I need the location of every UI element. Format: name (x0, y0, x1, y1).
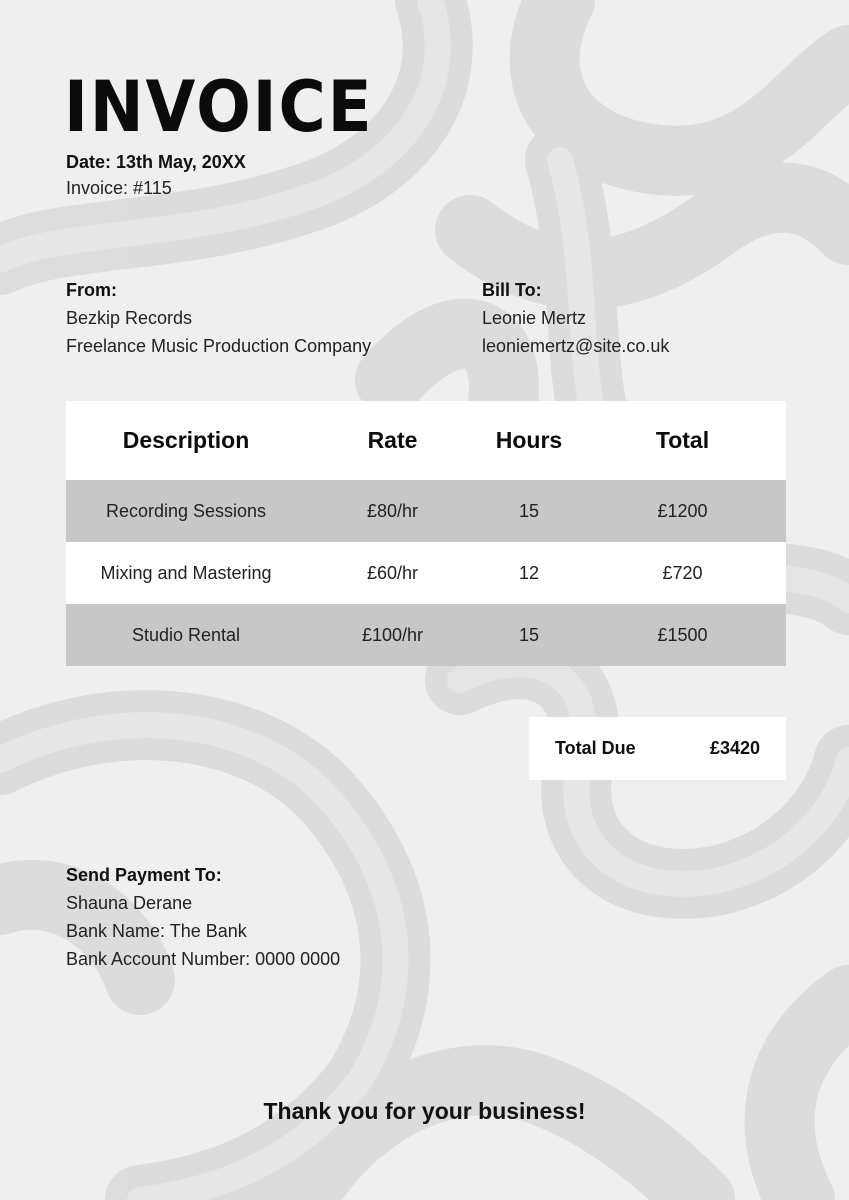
bill-to-label: Bill To: (482, 280, 542, 300)
cell-hours: 15 (479, 604, 579, 666)
cell-total: £1500 (579, 604, 786, 666)
payment-section (66, 861, 340, 973)
cell-description: Recording Sessions (66, 480, 306, 542)
total-due-amount: £3420 (709, 738, 760, 758)
cell-rate: £80/hr (306, 480, 479, 542)
bill-to-email: leoniemertz@site.co.uk (482, 336, 670, 356)
total-due-box (529, 717, 786, 780)
header-rate: Rate (306, 401, 479, 480)
cell-rate: £100/hr (306, 604, 479, 666)
header-total: Total (579, 401, 786, 480)
thank-you-message: Thank you for your business! (263, 1098, 586, 1124)
bill-to-name: Leonie Mertz (482, 308, 587, 328)
cell-total: £1200 (579, 480, 786, 542)
invoice-title: INVOICE (64, 66, 374, 148)
bill-to-section (482, 276, 669, 360)
payment-name: Shauna Derane (66, 893, 193, 913)
cell-description: Mixing and Mastering (66, 542, 306, 604)
cell-rate: £60/hr (306, 542, 479, 604)
header-hours: Hours (479, 401, 579, 480)
cell-hours: 15 (479, 480, 579, 542)
cell-description: Studio Rental (66, 604, 306, 666)
from-label: From: (66, 280, 117, 300)
table-row (66, 542, 786, 604)
total-due-label: Total Due (555, 738, 636, 758)
payment-bank: Bank Name: The Bank (66, 921, 247, 941)
table-row (66, 604, 786, 666)
invoice-date: Date: 13th May, 20XX (66, 152, 246, 172)
from-name: Bezkip Records (66, 308, 193, 328)
payment-account: Bank Account Number: 0000 0000 (66, 949, 341, 969)
table-row (66, 480, 786, 542)
table-header-row (66, 401, 786, 480)
header-description: Description (66, 401, 306, 480)
cell-total: £720 (579, 542, 786, 604)
invoice-number: Invoice: #115 (66, 178, 172, 198)
from-description: Freelance Music Production Company (66, 336, 372, 356)
line-items-table (66, 401, 786, 666)
payment-label: Send Payment To: (66, 865, 222, 885)
cell-hours: 12 (479, 542, 579, 604)
from-section (66, 276, 371, 360)
